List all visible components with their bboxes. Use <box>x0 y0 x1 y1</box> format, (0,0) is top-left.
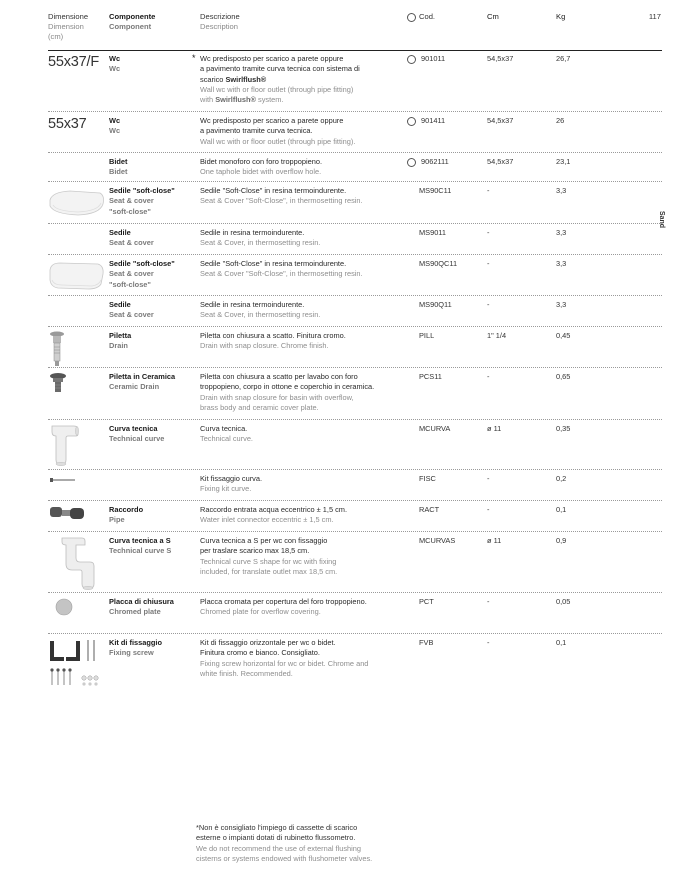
footnote-en: cisterns or systems endowed with flushometer valves. <box>196 853 373 863</box>
desc-en: Fixing kit curve. <box>200 484 252 494</box>
fixing-kit-image <box>48 475 78 485</box>
kg-value: 0,35 <box>556 424 571 433</box>
cm-value: - <box>487 638 490 647</box>
table-row <box>48 633 662 694</box>
component-en: Drain <box>109 341 128 351</box>
footnote-en: We do not recommend the use of external flushing <box>196 843 362 853</box>
component-it: Sedile <box>109 300 131 309</box>
code-value: FISC <box>419 474 436 483</box>
desc-it: Sedile in resina termoindurente. <box>200 300 305 309</box>
footnote-it: esterne o impianti dotati di rubinetto flussometro. <box>196 833 356 843</box>
table-row <box>48 181 662 222</box>
desc-en: with <box>200 95 216 105</box>
desc-en: Technical curve S shape for wc with fixing <box>200 556 337 566</box>
component-it: Sedile <box>109 228 131 237</box>
component-it: Wc <box>109 116 121 125</box>
desc-it: Raccordo entrata acqua eccentrico ± 1,5 cm. <box>200 505 348 514</box>
kg-value: 0,9 <box>556 536 567 545</box>
desc-it: Piletta con chiusura a scatto. Finitura cromo. <box>200 331 346 340</box>
component-it: Sedile "soft-close" <box>109 259 175 268</box>
header-dim-it: Dimensione <box>48 12 89 21</box>
component-it: Sedile "soft-close" <box>109 186 175 195</box>
component-en: Wc <box>109 64 121 74</box>
desc-en: included, for translate outlet max 18,5 cm. <box>200 566 338 576</box>
desc-it: per traslare scarico max 18,5 cm. <box>200 546 310 556</box>
cm-value: - <box>487 597 490 606</box>
drain-image <box>48 330 68 368</box>
table-row <box>48 592 662 633</box>
brand-name: Swirlflush® <box>215 95 256 105</box>
code-value: 901011 <box>421 54 446 63</box>
desc-it: Sedile "Soft-Close" in resina termoindurente. <box>200 186 347 195</box>
header-desc-en: Description <box>200 22 238 31</box>
circle-icon <box>407 13 416 22</box>
code-value: MCURVA <box>419 424 451 433</box>
desc-en: system. <box>255 95 284 105</box>
circle-icon <box>407 158 416 167</box>
kg-value: 0,45 <box>556 331 571 340</box>
kg-value: 26 <box>556 116 565 125</box>
desc-it: Finitura cromo e bianco. Consigliato. <box>200 648 320 658</box>
header-cod <box>407 12 435 22</box>
header-description <box>200 12 240 32</box>
header-dim-en: Dimension <box>48 22 84 31</box>
cm-value: 1" 1/4 <box>487 331 507 340</box>
cm-value: 54,5x37 <box>487 157 514 166</box>
code-value: MS90Q11 <box>419 300 452 309</box>
code-value: FVB <box>419 638 434 647</box>
cm-value: 54,5x37 <box>487 54 514 63</box>
kg-value: 0,1 <box>556 638 567 647</box>
component-en: Seat & cover <box>109 310 154 320</box>
kg-value: 3,3 <box>556 186 567 195</box>
table-row <box>48 419 662 468</box>
component-en: Bidet <box>109 167 128 177</box>
table-row <box>48 111 662 152</box>
cm-value: - <box>487 228 490 237</box>
footnote-it: *Non è consigliato l'impiego di cassette di scarico <box>196 823 358 832</box>
cm-value: ø 11 <box>487 536 502 545</box>
code-value: MS90C11 <box>419 186 452 195</box>
table-row <box>48 254 662 295</box>
component-en: Seat & cover <box>109 269 154 279</box>
header-cod-label: Cod. <box>419 12 436 21</box>
component-en: Technical curve S <box>109 546 172 556</box>
desc-en: Seat & Cover, in thermosetting resin. <box>200 310 321 320</box>
pipe-image <box>48 503 88 525</box>
code-value: PILL <box>419 331 435 340</box>
cm-value: - <box>487 259 490 268</box>
cm-value: - <box>487 474 490 483</box>
component-en: Fixing screw <box>109 648 154 658</box>
desc-en: white finish. Recommended. <box>200 668 293 678</box>
desc-en: Chromed plate for overflow covering. <box>200 607 321 617</box>
code-value: MS9011 <box>419 228 446 237</box>
table-row <box>48 469 662 500</box>
cm-value: - <box>487 372 490 381</box>
code-value: MS90QC11 <box>419 259 458 268</box>
table-row <box>48 295 662 324</box>
code-value: PCS11 <box>419 372 442 381</box>
component-it: Piletta <box>109 331 132 340</box>
kg-value: 3,3 <box>556 259 567 268</box>
header-kg: Kg <box>556 12 566 21</box>
code-value: RACT <box>419 505 440 514</box>
square-soft-close-seat-image <box>48 260 106 292</box>
cm-value: - <box>487 505 490 514</box>
header-dimension <box>48 12 88 42</box>
desc-en: Drain with snap closure for basin with overflow, <box>200 392 354 402</box>
table-row <box>48 223 662 252</box>
component-en: Ceramic Drain <box>109 382 160 392</box>
kg-value: 3,3 <box>556 228 567 237</box>
kg-value: 0,1 <box>556 505 567 514</box>
header-rule <box>48 50 662 51</box>
component-it: Placca di chiusura <box>109 597 174 606</box>
circle-icon <box>407 117 416 126</box>
kg-value: 26,7 <box>556 54 571 63</box>
kg-value: 0,65 <box>556 372 571 381</box>
desc-en: Drain with snap closure. Chrome finish. <box>200 341 329 351</box>
component-it: Curva tecnica a S <box>109 536 171 545</box>
table-row <box>48 54 662 109</box>
desc-it: troppopieno, corpo in ottone e coperchio in ceramica. <box>200 382 375 392</box>
header-component <box>109 12 155 32</box>
component-en: Wc <box>109 126 121 136</box>
component-it: Bidet <box>109 157 128 166</box>
kg-value: 3,3 <box>556 300 567 309</box>
table-row <box>48 531 662 592</box>
desc-it: Kit di fissaggio orizzontale per wc o bidet. <box>200 638 336 647</box>
code-value: 9062111 <box>421 157 449 166</box>
code-value: PCT <box>419 597 434 606</box>
component-it: Wc <box>109 54 121 63</box>
desc-it: Placca cromata per copertura del foro troppopieno. <box>200 597 367 606</box>
dimension-value: 55x37/F <box>48 54 99 70</box>
soft-close-seat-image <box>48 188 106 218</box>
footnote <box>196 823 406 864</box>
cm-value: - <box>487 186 490 195</box>
component-it: Kit di fissaggio <box>109 638 162 647</box>
desc-it: Curva tecnica. <box>200 424 248 433</box>
desc-it: Kit fissaggio curva. <box>200 474 263 483</box>
chromed-plate-image <box>54 597 74 617</box>
kg-value: 23,1 <box>556 157 571 166</box>
footnote-star: * <box>192 53 196 63</box>
desc-it: scarico <box>200 74 226 84</box>
side-label: Sand <box>657 210 665 229</box>
ceramic-drain-image <box>48 372 68 394</box>
desc-en: Technical curve. <box>200 434 253 444</box>
code-value: 901411 <box>421 116 446 125</box>
desc-en: Seat & Cover "Soft-Close", in thermosetting resin. <box>200 196 363 206</box>
desc-it: a pavimento tramite curva tecnica con sistema di <box>200 64 360 74</box>
circle-icon <box>407 55 416 64</box>
header-comp-it: Componente <box>109 12 156 21</box>
component-it: Piletta in Ceramica <box>109 372 176 381</box>
component-it: Raccordo <box>109 505 144 514</box>
desc-it: Wc predisposto per scarico a parete oppure <box>200 54 344 63</box>
header-cm: Cm <box>487 12 499 21</box>
table-row <box>48 500 662 531</box>
desc-en: brass body and ceramic cover plate. <box>200 402 319 412</box>
page-number: 117 <box>648 12 661 21</box>
component-en: Technical curve <box>109 434 165 444</box>
cm-value: 54,5x37 <box>487 116 514 125</box>
desc-en: Fixing screw horizontal for wc or bidet. Chrome and <box>200 658 369 668</box>
desc-it: Piletta con chiusura a scatto per lavabo con foro <box>200 372 358 381</box>
header-dim-unit: (cm) <box>48 32 64 41</box>
component-en: Pipe <box>109 515 125 525</box>
desc-it: Wc predisposto per scarico a parete oppure <box>200 116 344 125</box>
technical-curve-s-image <box>58 534 100 590</box>
header-desc-it: Descrizione <box>200 12 240 21</box>
desc-it: Curva tecnica a S per wc con fissaggio <box>200 536 328 545</box>
dimension-value: 55x37 <box>48 116 87 132</box>
table-row <box>48 152 662 181</box>
desc-en: One taphole bidet with overflow hole. <box>200 167 322 177</box>
component-en: Chromed plate <box>109 607 161 617</box>
desc-it: a pavimento tramite curva tecnica. <box>200 126 313 136</box>
kg-value: 0,2 <box>556 474 567 483</box>
desc-en: Seat & Cover, in thermosetting resin. <box>200 238 321 248</box>
desc-en: Wall wc with or floor outlet (through pipe fitting) <box>200 84 354 94</box>
desc-en: Seat & Cover "Soft-Close", in thermosetting resin. <box>200 269 363 279</box>
desc-it: Sedile "Soft-Close" in resina termoindurente. <box>200 259 347 268</box>
table-row <box>48 326 662 367</box>
component-en: "soft-close" <box>109 206 151 216</box>
code-value: MCURVAS <box>419 536 456 545</box>
brand-name: Swirlflush® <box>225 74 267 84</box>
component-en: "soft-close" <box>109 279 151 289</box>
header-comp-en: Component <box>109 22 152 31</box>
desc-en: Water inlet connector eccentric ± 1,5 cm. <box>200 515 334 525</box>
component-en: Seat & cover <box>109 196 154 206</box>
desc-it: Bidet monoforo con foro troppopieno. <box>200 157 323 166</box>
desc-it: Sedile in resina termoindurente. <box>200 228 305 237</box>
technical-curve-image <box>48 422 88 470</box>
cm-value: ø 11 <box>487 424 502 433</box>
kg-value: 0,05 <box>556 597 571 606</box>
fixing-screw-kit-image <box>48 637 104 691</box>
desc-en: Wall wc with or floor outlet (through pipe fitting). <box>200 136 356 146</box>
cm-value: - <box>487 300 490 309</box>
component-it: Curva tecnica <box>109 424 158 433</box>
table-row <box>48 367 662 418</box>
component-en: Seat & cover <box>109 238 154 248</box>
